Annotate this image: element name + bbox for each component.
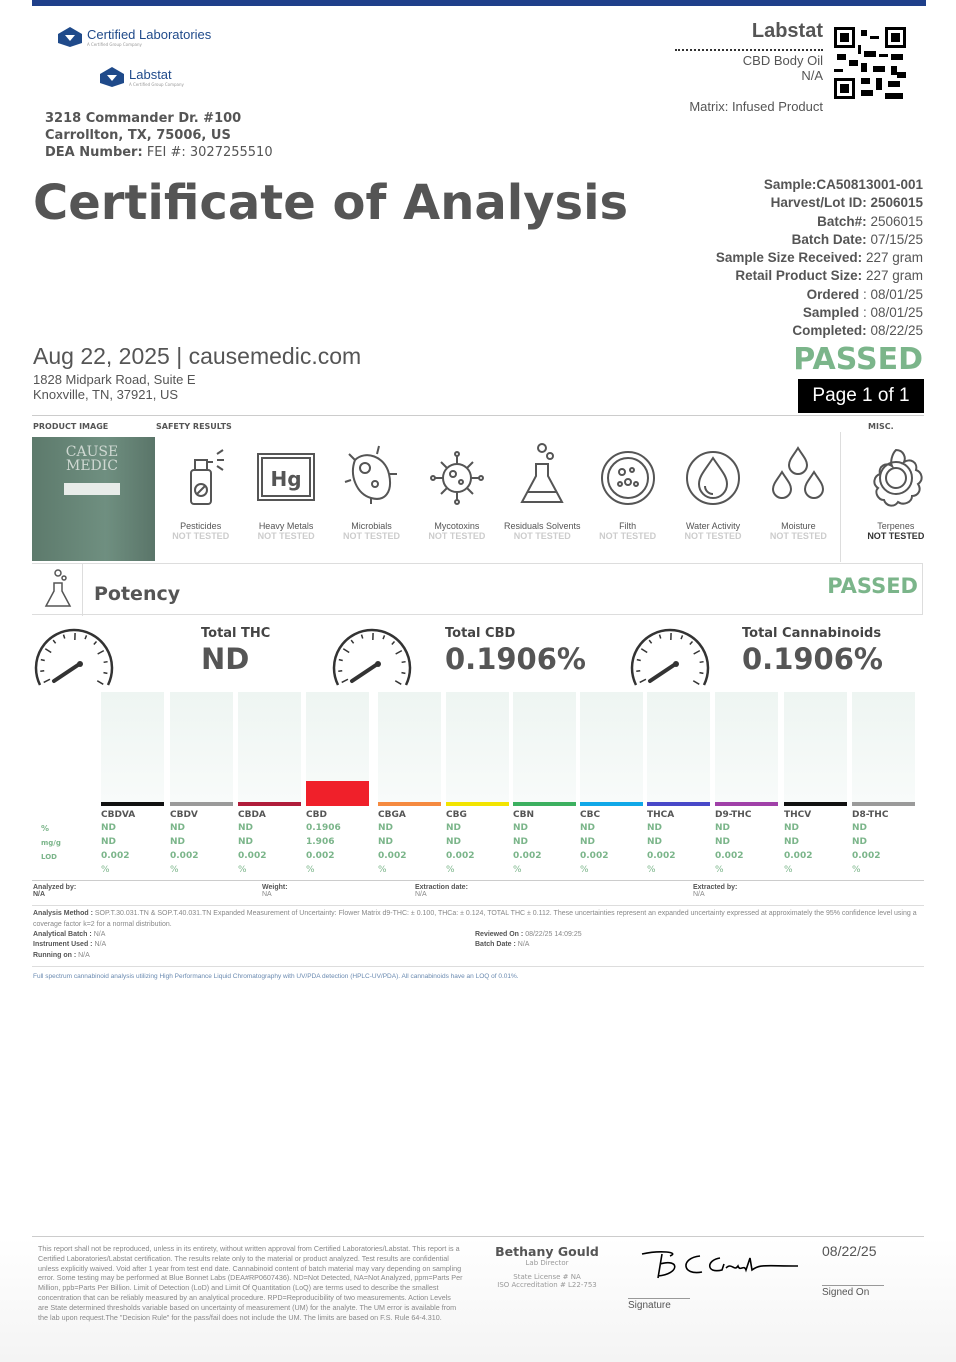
retail-size-label: Retail Product Size: [735,268,863,284]
safety-status: NOT TESTED [769,531,827,541]
analyte-percent: ND [715,823,731,833]
labstat-tagline: A Certified Group Company [129,82,184,87]
analyte-unit: % [238,865,247,875]
ordered-value: : 08/01/25 [862,286,923,302]
analyte-percent: ND [647,823,663,833]
divider [32,966,924,967]
labstat-logo [99,66,184,88]
analyte-unit: % [852,865,861,875]
state-license: State License # NA [513,1273,581,1281]
analyte-name: THCV [784,810,812,820]
analyzed-by [33,884,76,898]
divider [32,1236,924,1237]
analyte-column-cbga [378,692,441,876]
safety-name: Microbials [351,521,392,531]
gauge-icon [32,625,116,689]
microbe-icon [341,440,401,510]
row-label-percent: % [41,824,50,833]
certified-labs-logo [57,26,211,48]
product-info [623,20,823,83]
qr-code-icon[interactable] [834,27,906,99]
row-label-mgg: mg/g [41,839,61,847]
analyte-column-d9-thc [715,692,778,876]
analyte-mgg: ND [580,837,596,847]
signer-name: Bethany Gould [495,1244,599,1259]
analyte-column-thca [647,692,710,876]
analyte-mgg: ND [101,837,117,847]
droplets-icon [768,440,828,510]
analyte-name: CBG [446,810,467,820]
client-address1: 1828 Midpark Road, Suite E [33,372,196,387]
analyzed-by-label: Analyzed by: [33,884,77,891]
dea-label: DEA Number: [45,145,143,160]
flask-icon [44,569,72,609]
labstat-logo-icon [99,66,125,88]
product-image-heading: PRODUCT IMAGE [33,422,109,431]
analyte-lod: 0.002 [170,851,199,861]
reviewed-value: 08/22/25 14:09:25 [525,931,582,938]
iso-accreditation: ISO Accreditation # L22-753 [497,1281,597,1289]
divider [32,415,924,416]
product-name: CBD Body Oil [742,53,823,68]
analyte-column-cbda [238,692,301,876]
weight [262,884,288,898]
analyte-unit: % [446,865,455,875]
sample-size-label: Sample Size Received: [715,250,863,266]
analyte-color-line [446,802,509,806]
safety-status: NOT TESTED [867,531,925,541]
analyte-color-line [238,802,301,806]
batch-date-label: Batch Date: [791,231,867,247]
safety-status: NOT TESTED [257,531,315,541]
analyte-mgg: ND [784,837,800,847]
certified-logo-icon [57,26,83,48]
analytical-batch-value: N/A [93,931,106,938]
analyte-lod: 0.002 [378,851,407,861]
row-label-lod: LOD [41,853,57,861]
safety-name: Mycotoxins [434,521,480,531]
analyte-color-line [580,802,643,806]
analyte-name: D8-THC [852,810,889,820]
page-title: Certificate of Analysis [33,175,629,231]
analyte-color-line [647,802,710,806]
analyte-percent: 0.1906 [306,823,341,833]
analyte-lod: 0.002 [647,851,676,861]
analyte-column-cbdva [101,692,164,876]
analyte-column-thcv [784,692,847,876]
analyte-mgg: ND [446,837,462,847]
analyte-unit: % [715,865,724,875]
method-label: Analysis Method : [33,910,93,917]
analyte-percent: ND [513,823,529,833]
analyte-lod: 0.002 [784,851,813,861]
analyte-unit: % [513,865,522,875]
safety-name: Terpenes [877,521,915,531]
total-value: 0.1906% [742,642,883,676]
analyte-mgg: ND [852,837,868,847]
analyte-mgg: ND [238,837,254,847]
analyte-mgg: ND [378,837,394,847]
analyte-column-cbd [306,692,369,876]
client-info [33,343,361,402]
analyte-mgg: ND [513,837,529,847]
analyte-color-line [306,802,369,806]
divider [32,880,924,881]
analyte-percent: ND [170,823,186,833]
method-note: Full spectrum cannabinoid analysis utilizing High Performance Liquid Chromatography with UV/PDA detection (HPLC-UV/PDA). All cannabinoids have an LOQ of 0.01%. [33,973,519,980]
analyte-unit: % [170,865,179,875]
sample-id: Sample:CA50813001-001 [763,177,923,192]
safety-status: NOT TESTED [172,531,230,541]
lab-name: Certified Laboratories [87,27,212,42]
misc-divider [840,432,841,562]
safety-status: NOT TESTED [342,531,400,541]
safety-item-filth [585,440,670,541]
flask-icon [512,440,572,510]
safety-results [158,440,939,541]
safety-name: Heavy Metals [258,521,314,531]
lab-address [45,110,273,161]
analyte-mgg: 1.906 [306,837,335,847]
analyte-color-line [852,802,915,806]
batch-label: Batch#: [817,213,867,229]
analyte-column-cbc [580,692,643,876]
analyte-column-cbg [446,692,509,876]
sample-details [716,176,923,341]
analyte-lod: 0.002 [238,851,267,861]
safety-status: NOT TESTED [513,531,571,541]
weight-value: NA [262,891,272,898]
sample-size-value: 227 gram [865,250,923,266]
signed-on-label: Signed On [822,1287,870,1298]
client-date-line: Aug 22, 2025 | causemedic.com [33,343,362,369]
analyte-color-line [715,802,778,806]
signature-label: Signature [628,1300,671,1311]
safety-item-residuals-solvents [500,440,585,541]
safety-status: NOT TESTED [684,531,742,541]
dea-value: FEI #: 3027255510 [146,145,273,160]
analyte-lod: 0.002 [101,851,130,861]
analyte-name: CBGA [378,810,406,820]
ordered-label: Ordered [806,286,860,302]
safety-status: NOT TESTED [599,531,657,541]
analyte-lod: 0.002 [580,851,609,861]
analyte-mgg: ND [647,837,663,847]
analyte-color-line [513,802,576,806]
petri-dish-icon [598,440,658,510]
method-value: SOP.T.30.031.TN & SOP.T.40.031.TN Expanded Measurement of Uncertainty: Flower Matrix d9-THC: ± 0.100, THCa: ± 0.124, TOTAL THC ± 0.112. These uncertainties represent an expanded uncertainty expressed at approximately the 95% confidence level using a coverage factor k=2 for a normal distribution. [33,910,917,928]
gauge-icon [628,625,712,689]
analyte-percent: ND [238,823,254,833]
analyte-percent: ND [378,823,394,833]
total-label: Total Cannabinoids [742,626,882,641]
sampled-label: Sampled [802,305,860,321]
misc-heading: MISC. [868,422,894,431]
extraction-date [415,884,468,898]
reviewed-label: Reviewed On : [475,931,524,938]
analyte-name: D9-THC [715,810,752,820]
analyte-lod: 0.002 [446,851,475,861]
analyte-percent: ND [852,823,868,833]
completed-label: Completed: [792,323,867,339]
signature-image [640,1244,800,1284]
analyte-unit: % [306,865,315,875]
potency-status: PASSED [827,574,918,598]
analyte-name: CBDA [238,810,266,820]
analyte-percent: ND [101,823,117,833]
analysis-method [33,909,925,930]
analyte-lod: 0.002 [852,851,881,861]
potency-header [32,563,923,615]
safety-status: NOT TESTED [428,531,486,541]
analyte-name: CBC [580,810,601,820]
batch-date-value: 07/15/25 [870,231,923,247]
brand-name: Labstat [751,20,823,42]
analyte-unit: % [580,865,589,875]
batch-value: 2506015 [870,213,923,229]
extracted-by [693,884,737,898]
analyte-percent: ND [784,823,800,833]
safety-name: Residuals Solvents [503,521,581,531]
safety-item-microbials [329,440,414,541]
analyte-name: THCA [647,810,675,820]
analyte-column-cbn [513,692,576,876]
potency-title: Potency [94,583,181,605]
labstat-name: Labstat [129,67,172,82]
overall-status: PASSED [793,342,923,377]
top-bar [32,0,926,6]
total-value: ND [201,642,250,676]
weight-label: Weight: [262,884,288,891]
signer-role: Lab Director [525,1259,569,1267]
safety-results-heading: SAFETY RESULTS [156,422,232,431]
water-drop-icon [683,440,743,510]
instrument-value: N/A [94,941,107,949]
matrix: Matrix: Infused Product [689,99,823,114]
product-sub: N/A [801,68,823,83]
analyte-color-line [784,802,847,806]
analyte-unit: % [101,865,110,875]
signed-line [822,1285,884,1286]
batch-date-value: N/A [517,941,530,949]
analyte-mgg: ND [715,837,731,847]
harvest-lot-id: Harvest/Lot ID: 2506015 [770,195,923,211]
address-line2: Carrollton, TX, 75006, US [45,128,231,143]
analyte-unit: % [784,865,793,875]
page-indicator: Page 1 of 1 [798,379,924,413]
safety-item-heavy-metals [243,440,328,541]
safety-name: Water Activity [685,521,741,531]
analyte-name: CBDV [170,810,198,820]
total-label: Total CBD [445,626,516,641]
total-value: 0.1906% [445,642,586,676]
analyte-column-cbdv [170,692,233,876]
safety-name: Filth [619,521,637,531]
extracted-by-label: Extracted by: [693,884,738,891]
analyte-unit: % [647,865,656,875]
analyte-color-line [101,802,164,806]
retail-size-value: 227 gram [865,268,923,284]
gauge-icon [330,625,414,689]
lab-tagline: A Certified Group Company [87,42,142,47]
analyte-color-line [378,802,441,806]
analyte-name: CBD [306,810,327,820]
signed-date: 08/22/25 [822,1243,877,1259]
running-value: N/A [78,951,90,959]
product-image-label: CAUSE MEDIC [65,444,119,474]
analyte-unit: % [378,865,387,875]
review-info [475,930,582,951]
batch-date-label: Batch Date : [475,941,516,949]
safety-item-terpenes [853,440,938,541]
analyte-percent: ND [580,823,596,833]
virus-icon [427,440,487,510]
analyte-lod: 0.002 [715,851,744,861]
analyte-mgg: ND [170,837,186,847]
product-image [32,437,155,561]
disclaimer: This report shall not be reproduced, unless in its entirety, without written approval from Certified Laboratories/Labstat. This report is a Certified Laboratories/Labstat certification. The results relate only to the material or product analyzed. Test results are confidential unless explicitly waived. Void after 1 year from test end date. Cannabinoid content of batch material may vary depending on sampling error. Some testing may be performed at Blue Bonnet Labs (DEA#RP0607436). ND=Not Detected, NA=Not Analyzed, ppm=Parts Per Million, ppb=Parts Per Billion. Limit of Detection (LoD) and Limit Of Quantitation (LoQ) are terms used to describe the smallest concentration that can be reliably measured by an analytical procedure. RPD=Reproducibility of two measurements. Action Levels are State determined thresholds variable based on uncertainty of measurement (UM) for the analyte. The UM error is available from the lab upon request.The "Decision Rule" for the pass/fail does not include the UM. The limits are based on F.S. Rule 64-4.310. [38,1244,463,1322]
safety-item-mycotoxins [414,440,499,541]
analyte-color-line [170,802,233,806]
divider [32,905,924,906]
signer-info [478,1244,616,1289]
total-label: Total THC [201,626,271,641]
sampled-value: : 08/01/25 [862,305,923,321]
hg-icon [256,440,316,510]
running-label: Running on : [33,951,77,959]
safety-name: Pesticides [180,521,222,531]
extraction-date-label: Extraction date: [415,884,468,891]
analyte-bar [306,781,369,802]
analyte-name: CBN [513,810,534,820]
analyte-lod: 0.002 [513,851,542,861]
batch-info [33,930,106,961]
instrument-label: Instrument Used : [33,941,93,949]
safety-item-water-activity [670,440,755,541]
analyte-column-d8-thc [852,692,915,876]
client-address2: Knoxville, TN, 37921, US [33,387,178,402]
analyte-name: CBDVA [101,810,136,820]
svg-text:Hg: Hg [270,467,302,491]
analytical-batch-label: Analytical Batch : [33,931,92,938]
flower-icon [866,440,926,510]
analyte-percent: ND [446,823,462,833]
analyzed-by-value: N/A [33,891,46,898]
safety-item-moisture [756,440,841,541]
signature-line [628,1298,690,1299]
safety-item-pesticides [158,440,243,541]
extraction-date-value: N/A [415,891,427,898]
address-line1: 3218 Commander Dr. #100 [45,111,242,126]
analyte-lod: 0.002 [306,851,335,861]
safety-name: Moisture [781,521,816,531]
completed-value: 08/22/25 [870,323,923,339]
pesticide-spray-icon [171,440,231,510]
extracted-by-value: N/A [693,891,705,898]
